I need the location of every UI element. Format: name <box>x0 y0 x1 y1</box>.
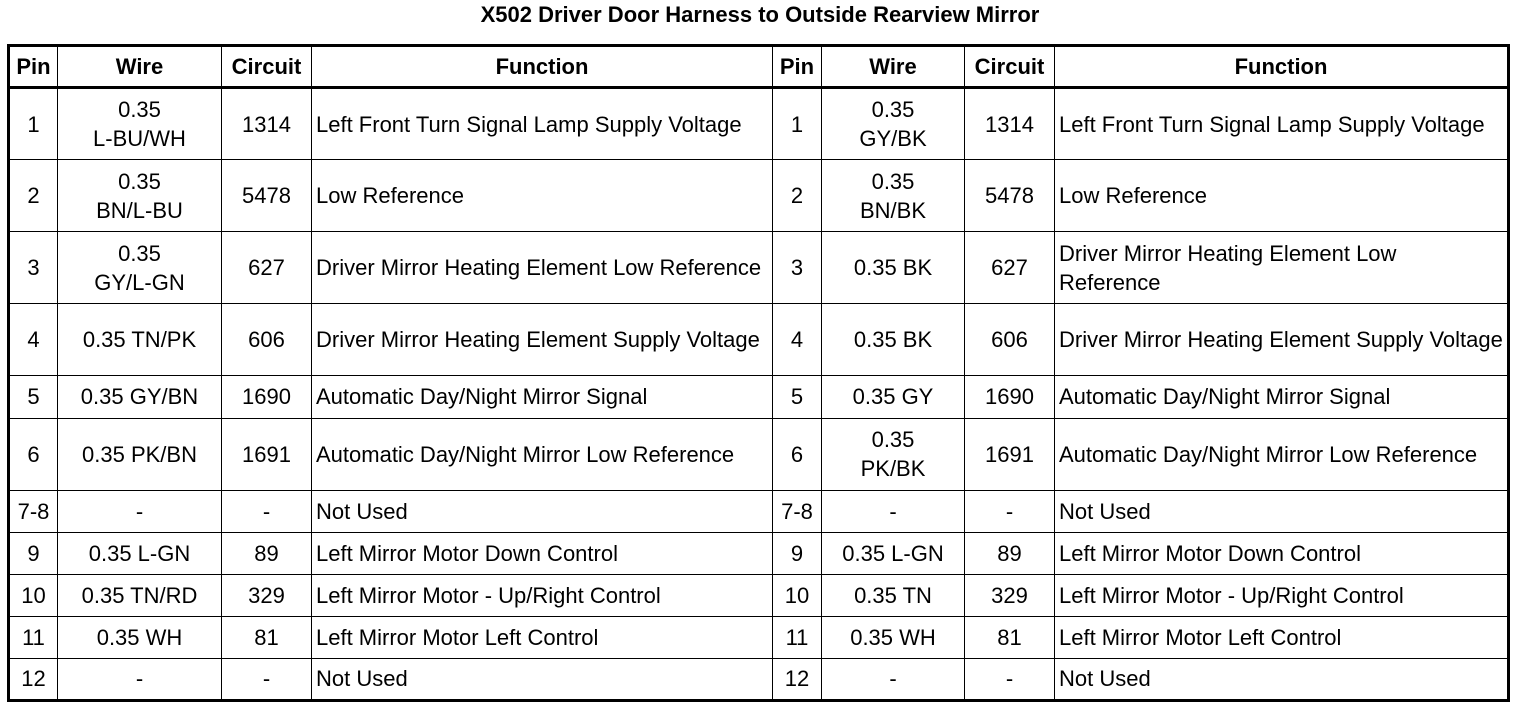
circuit-cell: 606 <box>965 304 1055 376</box>
circuit-cell: 89 <box>222 532 312 574</box>
wire-cell: 0.35 PK/BK <box>822 418 965 490</box>
pin-cell: 12 <box>9 658 58 700</box>
header-function: Function <box>312 46 773 88</box>
wire-cell: 0.35 PK/BN <box>58 418 222 490</box>
table-row <box>9 574 1509 616</box>
pin-cell: 1 <box>773 88 822 160</box>
circuit-cell: - <box>965 658 1055 700</box>
header-row <box>9 46 1509 88</box>
header-pin: Pin <box>9 46 58 88</box>
function-cell: Driver Mirror Heating Element Low Reference <box>1055 232 1509 304</box>
function-cell: Not Used <box>1055 490 1509 532</box>
wire-cell: 0.35 GY/L-GN <box>58 232 222 304</box>
function-cell: Driver Mirror Heating Element Supply Voltage <box>1055 304 1509 376</box>
wire-cell: 0.35 WH <box>822 616 965 658</box>
function-cell: Left Mirror Motor Left Control <box>312 616 773 658</box>
circuit-cell: 329 <box>222 574 312 616</box>
header-wire: Wire <box>822 46 965 88</box>
pin-cell: 10 <box>9 574 58 616</box>
wire-cell: - <box>822 658 965 700</box>
function-cell: Automatic Day/Night Mirror Low Reference <box>312 418 773 490</box>
function-cell: Left Mirror Motor Left Control <box>1055 616 1509 658</box>
wire-cell: 0.35 L-GN <box>822 532 965 574</box>
circuit-cell: - <box>222 490 312 532</box>
wire-cell: 0.35 BK <box>822 304 965 376</box>
circuit-cell: 1314 <box>222 88 312 160</box>
wire-cell: 0.35 BN/L-BU <box>58 160 222 232</box>
header-pin: Pin <box>773 46 822 88</box>
pin-cell: 7-8 <box>9 490 58 532</box>
circuit-cell: 1691 <box>222 418 312 490</box>
circuit-cell: 1690 <box>965 376 1055 418</box>
function-cell: Automatic Day/Night Mirror Low Reference <box>1055 418 1509 490</box>
pin-cell: 5 <box>9 376 58 418</box>
circuit-cell: 1690 <box>222 376 312 418</box>
circuit-cell: 1691 <box>965 418 1055 490</box>
circuit-cell: 606 <box>222 304 312 376</box>
pin-cell: 2 <box>9 160 58 232</box>
circuit-cell: 627 <box>222 232 312 304</box>
table-row <box>9 232 1509 304</box>
table-row <box>9 88 1509 160</box>
header-circuit: Circuit <box>222 46 312 88</box>
wire-cell: 0.35 WH <box>58 616 222 658</box>
pin-cell: 3 <box>9 232 58 304</box>
pin-cell: 11 <box>9 616 58 658</box>
pin-cell: 4 <box>9 304 58 376</box>
table-title: X502 Driver Door Harness to Outside Rearview Mirror <box>480 2 1040 27</box>
function-cell: Automatic Day/Night Mirror Signal <box>312 376 773 418</box>
pin-cell: 9 <box>9 532 58 574</box>
wire-cell: 0.35 L-BU/WH <box>58 88 222 160</box>
function-cell: Automatic Day/Night Mirror Signal <box>1055 376 1509 418</box>
connector-pinout-table <box>7 44 1510 702</box>
pin-cell: 4 <box>773 304 822 376</box>
function-cell: Low Reference <box>1055 160 1509 232</box>
pin-cell: 10 <box>773 574 822 616</box>
circuit-cell: 1314 <box>965 88 1055 160</box>
pin-cell: 11 <box>773 616 822 658</box>
circuit-cell: 627 <box>965 232 1055 304</box>
pin-cell: 1 <box>9 88 58 160</box>
pin-cell: 6 <box>9 418 58 490</box>
table-row <box>9 490 1509 532</box>
header-circuit: Circuit <box>965 46 1055 88</box>
table-row <box>9 418 1509 490</box>
circuit-cell: 329 <box>965 574 1055 616</box>
function-cell: Not Used <box>312 658 773 700</box>
function-cell: Not Used <box>312 490 773 532</box>
circuit-cell: 89 <box>965 532 1055 574</box>
table-row <box>9 376 1509 418</box>
wire-cell: 0.35 TN/PK <box>58 304 222 376</box>
circuit-cell: - <box>222 658 312 700</box>
function-cell: Left Front Turn Signal Lamp Supply Voltage <box>1055 88 1509 160</box>
wire-cell: 0.35 L-GN <box>58 532 222 574</box>
circuit-cell: 81 <box>222 616 312 658</box>
function-cell: Left Mirror Motor Down Control <box>1055 532 1509 574</box>
pin-cell: 2 <box>773 160 822 232</box>
wire-cell: - <box>58 490 222 532</box>
wire-cell: - <box>58 658 222 700</box>
header-wire: Wire <box>58 46 222 88</box>
function-cell: Not Used <box>1055 658 1509 700</box>
table-row <box>9 532 1509 574</box>
pin-cell: 7-8 <box>773 490 822 532</box>
wire-cell: 0.35 GY/BN <box>58 376 222 418</box>
circuit-cell: 5478 <box>965 160 1055 232</box>
circuit-cell: 81 <box>965 616 1055 658</box>
pin-cell: 12 <box>773 658 822 700</box>
function-cell: Driver Mirror Heating Element Low Reference <box>312 232 773 304</box>
wire-cell: 0.35 BK <box>822 232 965 304</box>
pin-cell: 3 <box>773 232 822 304</box>
function-cell: Left Mirror Motor - Up/Right Control <box>1055 574 1509 616</box>
table-row <box>9 304 1509 376</box>
pin-cell: 6 <box>773 418 822 490</box>
wire-cell: - <box>822 490 965 532</box>
function-cell: Driver Mirror Heating Element Supply Voltage <box>312 304 773 376</box>
table-row <box>9 160 1509 232</box>
function-cell: Left Mirror Motor Down Control <box>312 532 773 574</box>
table-row <box>9 616 1509 658</box>
pin-cell: 9 <box>773 532 822 574</box>
wire-cell: 0.35 BN/BK <box>822 160 965 232</box>
function-cell: Low Reference <box>312 160 773 232</box>
wire-cell: 0.35 TN/RD <box>58 574 222 616</box>
pin-cell: 5 <box>773 376 822 418</box>
circuit-cell: 5478 <box>222 160 312 232</box>
wire-cell: 0.35 GY <box>822 376 965 418</box>
table-row <box>9 658 1509 700</box>
circuit-cell: - <box>965 490 1055 532</box>
function-cell: Left Mirror Motor - Up/Right Control <box>312 574 773 616</box>
function-cell: Left Front Turn Signal Lamp Supply Voltage <box>312 88 773 160</box>
wire-cell: 0.35 TN <box>822 574 965 616</box>
header-function: Function <box>1055 46 1509 88</box>
wire-cell: 0.35 GY/BK <box>822 88 965 160</box>
